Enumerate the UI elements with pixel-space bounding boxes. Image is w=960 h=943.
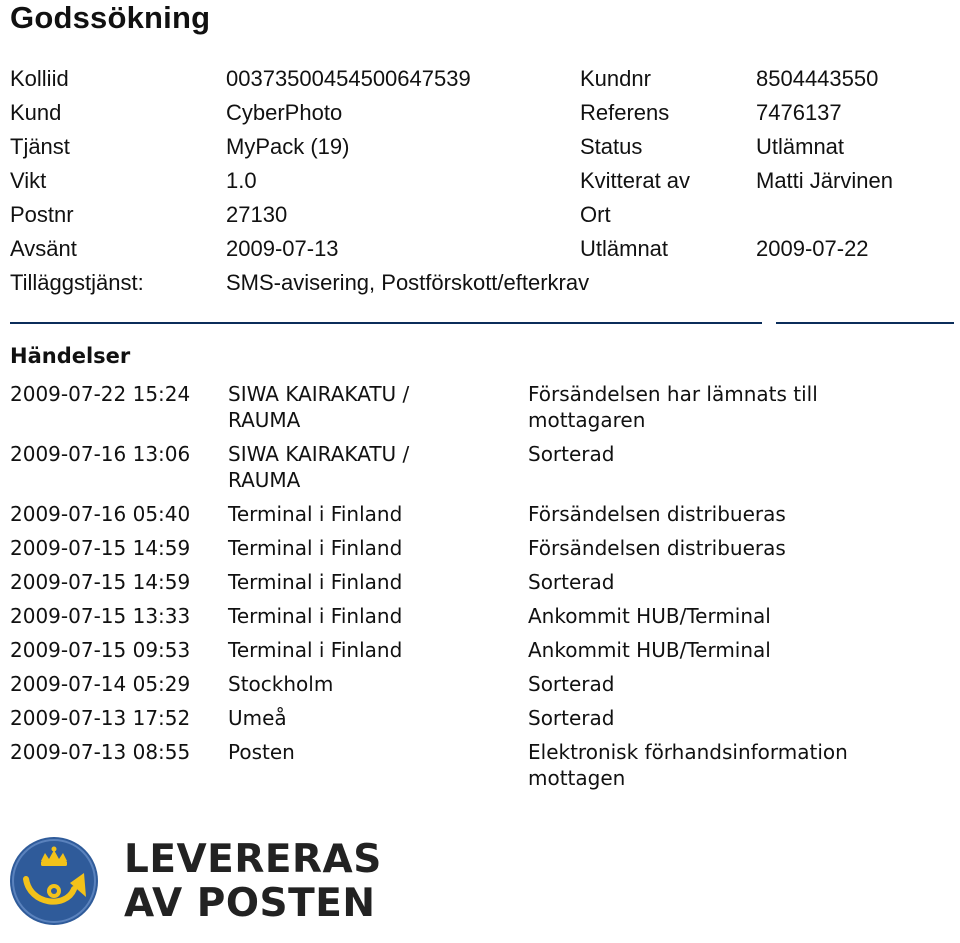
event-location: Terminal i Finland [228, 502, 403, 526]
event-row [10, 671, 955, 705]
value-tillaggstjanst: SMS-avisering, Postförskott/efterkrav [226, 270, 590, 295]
event-location: Terminal i Finland [228, 536, 403, 560]
label-referens: Referens [580, 100, 670, 125]
event-status: Försändelsen distribueras [528, 502, 786, 526]
event-status: Sorterad [528, 442, 615, 466]
event-status: Ankommit HUB/Terminal [528, 638, 771, 662]
event-datetime: 2009-07-16 13:06 [10, 442, 191, 466]
event-status: Försändelsen har lämnats till mottagaren [528, 382, 818, 432]
value-utlamnat: 2009-07-22 [756, 236, 869, 261]
event-status: Försändelsen distribueras [528, 536, 786, 560]
logo-text-line1: LEVERERAS [124, 837, 382, 882]
event-location: SIWA KAIRAKATU / RAUMA [228, 442, 410, 492]
page-title: Godssökning [10, 0, 211, 35]
event-datetime: 2009-07-15 14:59 [10, 536, 191, 560]
value-referens: 7476137 [756, 100, 842, 125]
event-row [10, 535, 955, 569]
event-status: Sorterad [528, 706, 615, 730]
posten-logo [8, 835, 382, 927]
event-datetime: 2009-07-13 08:55 [10, 740, 191, 764]
event-datetime: 2009-07-15 09:53 [10, 638, 191, 662]
label-kundnr: Kundnr [580, 66, 651, 91]
events-list [10, 381, 955, 799]
event-datetime: 2009-07-15 13:33 [10, 604, 191, 628]
label-ort: Ort [580, 202, 611, 227]
label-postnr: Postnr [10, 202, 74, 227]
event-datetime: 2009-07-14 05:29 [10, 672, 191, 696]
event-datetime: 2009-07-13 17:52 [10, 706, 191, 730]
label-tillaggstjanst: Tilläggstjänst: [10, 270, 144, 295]
label-avsant: Avsänt [10, 236, 77, 261]
logo-text-line2: AV POSTEN [124, 881, 376, 926]
event-location: Terminal i Finland [228, 604, 403, 628]
posten-crown-horn-icon [8, 835, 100, 927]
event-location: Umeå [228, 706, 287, 730]
event-row [10, 705, 955, 739]
value-kolliid: 00373500454500647539 [226, 66, 471, 91]
event-row [10, 739, 955, 799]
event-row [10, 569, 955, 603]
event-row [10, 441, 955, 501]
value-tjanst: MyPack (19) [226, 134, 350, 159]
event-status: Ankommit HUB/Terminal [528, 604, 771, 628]
label-kolliid: Kolliid [10, 66, 69, 91]
label-tjanst: Tjänst [10, 134, 70, 159]
label-status: Status [580, 134, 643, 159]
value-kund: CyberPhoto [226, 100, 343, 125]
event-location: Terminal i Finland [228, 570, 403, 594]
event-datetime: 2009-07-16 05:40 [10, 502, 191, 526]
value-avsant: 2009-07-13 [226, 236, 339, 261]
event-row [10, 637, 955, 671]
event-location: SIWA KAIRAKATU / RAUMA [228, 382, 410, 432]
event-location: Terminal i Finland [228, 638, 403, 662]
label-kvitterat-av: Kvitterat av [580, 168, 691, 193]
value-kundnr: 8504443550 [756, 66, 879, 91]
value-kvitterat-av: Matti Järvinen [756, 168, 893, 193]
event-status: Elektronisk förhandsinformation mottagen [528, 740, 848, 790]
event-location: Stockholm [228, 672, 334, 696]
section-divider [10, 322, 762, 324]
label-utlamnat: Utlämnat [580, 236, 669, 261]
event-status: Sorterad [528, 570, 615, 594]
event-row [10, 501, 955, 535]
value-postnr: 27130 [226, 202, 288, 227]
events-heading: Händelser [10, 344, 131, 368]
event-location: Posten [228, 740, 295, 764]
event-datetime: 2009-07-22 15:24 [10, 382, 191, 406]
section-divider [776, 322, 954, 324]
value-vikt: 1.0 [226, 168, 257, 193]
label-kund: Kund [10, 100, 62, 125]
event-status: Sorterad [528, 672, 615, 696]
value-status: Utlämnat [756, 134, 845, 159]
event-datetime: 2009-07-15 14:59 [10, 570, 191, 594]
label-vikt: Vikt [10, 168, 47, 193]
event-row [10, 603, 955, 637]
event-row [10, 381, 955, 441]
